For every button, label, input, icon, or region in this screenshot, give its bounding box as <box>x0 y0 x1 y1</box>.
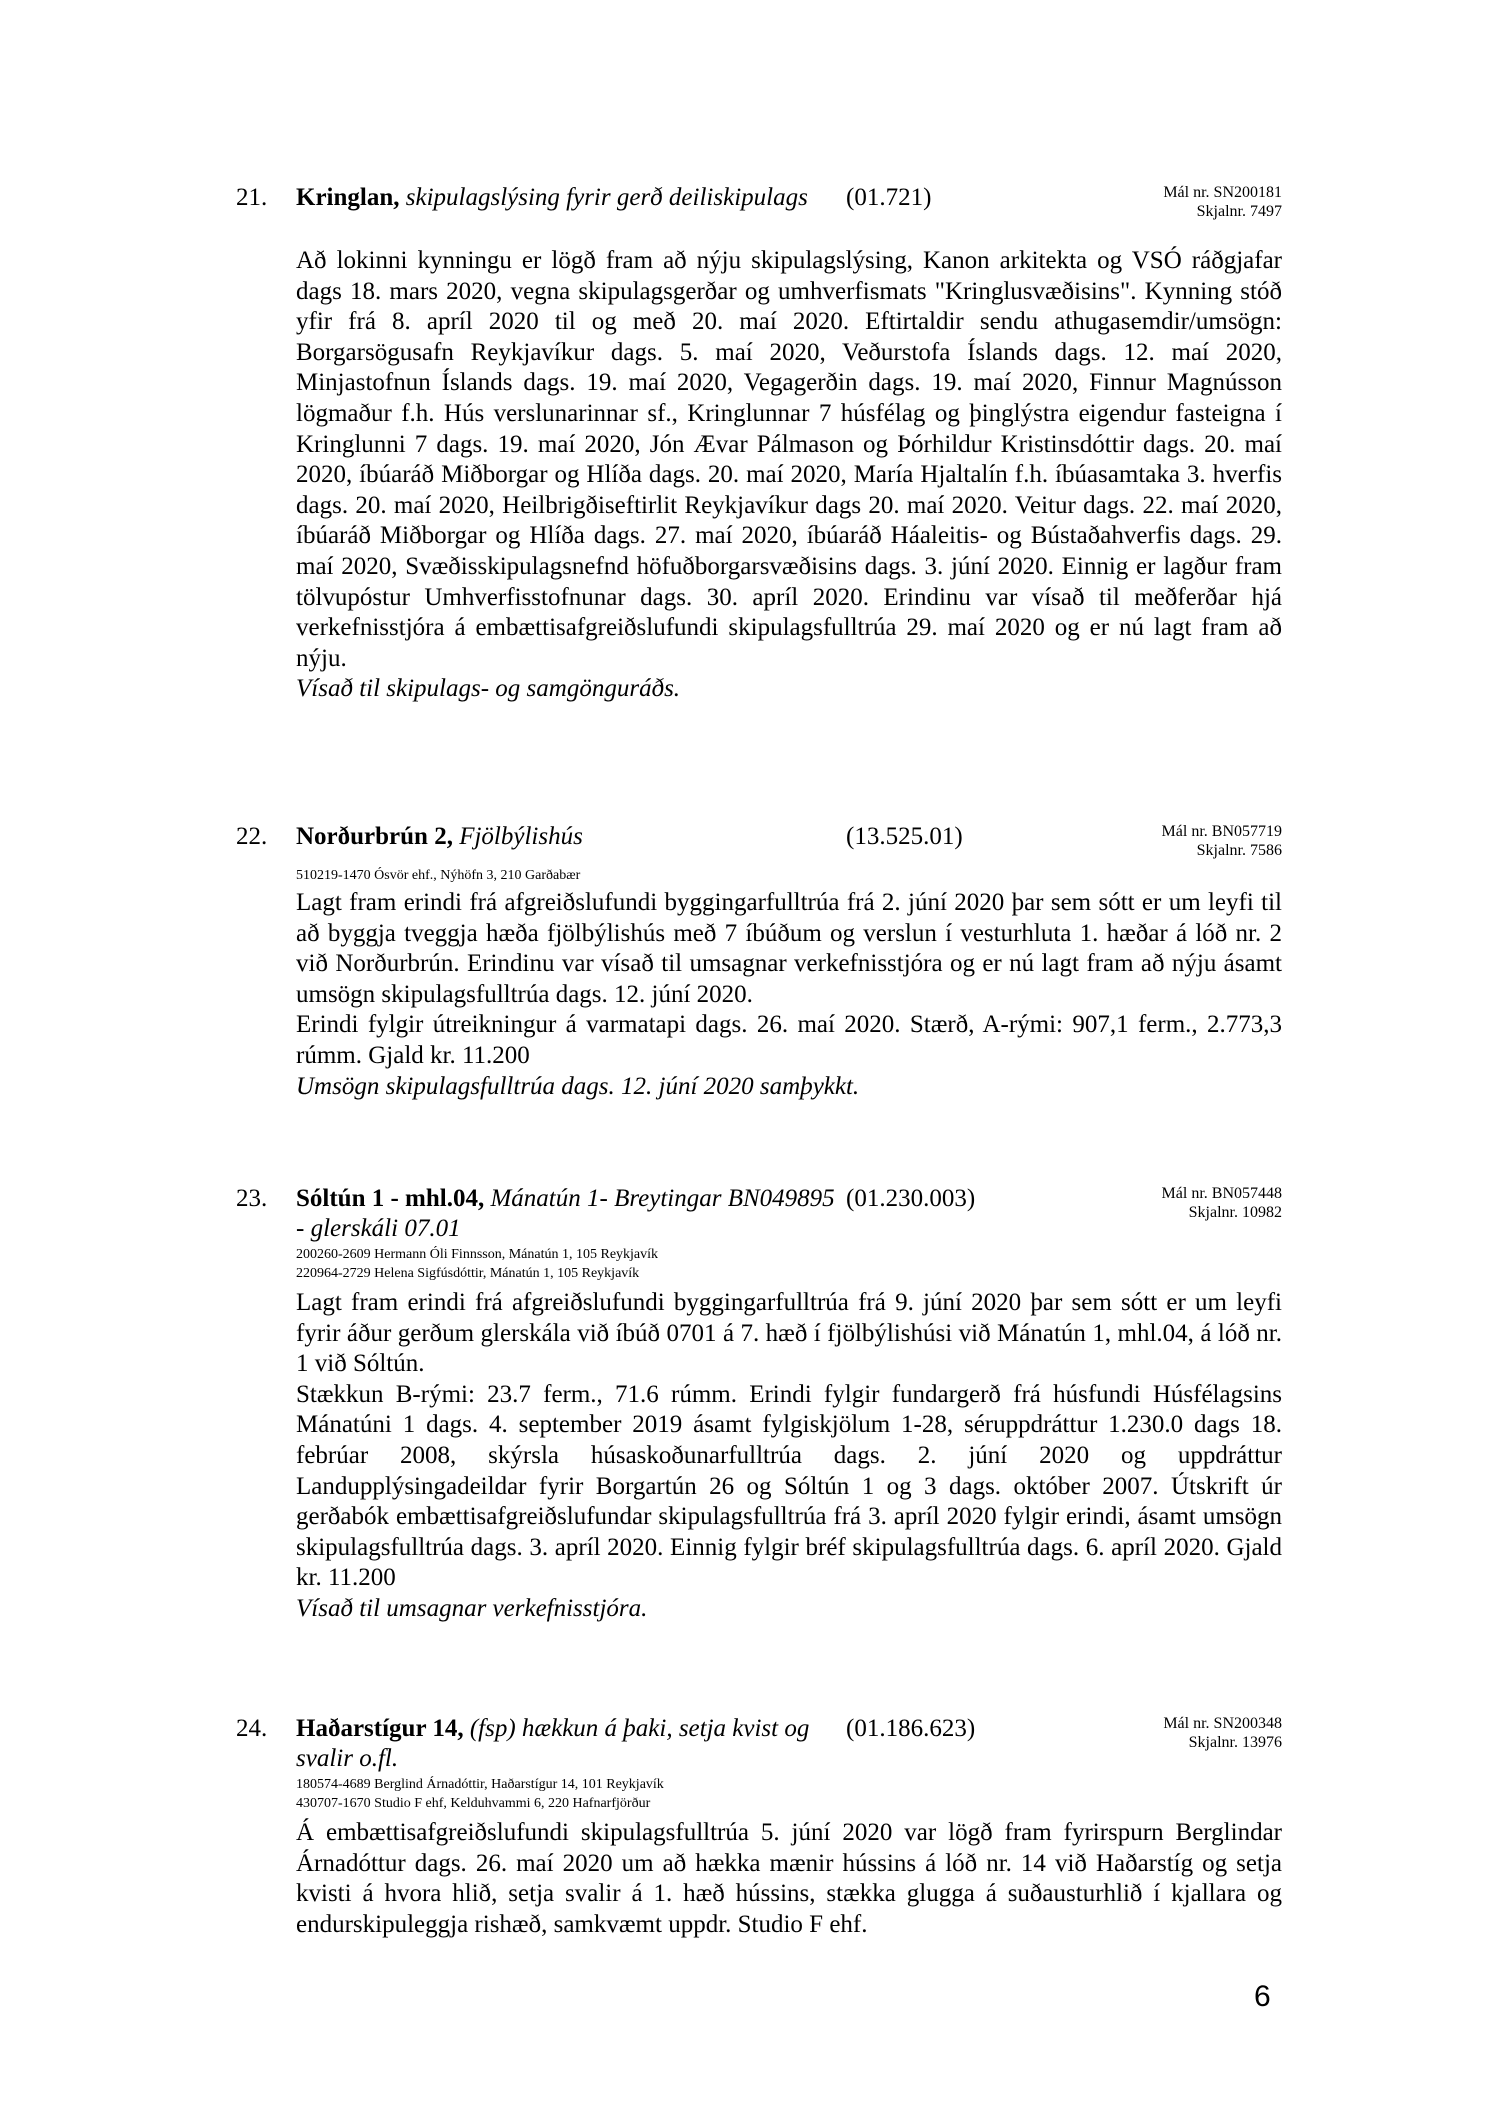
item-description: Mánatún 1- Breytingar BN049895 - glerskáli 07.01 <box>296 1185 835 1242</box>
item-land-ref: (01.230.003) <box>846 1185 976 1212</box>
document-number: Skjalnr. 7497 <box>1196 203 1282 220</box>
item-title <box>296 822 836 852</box>
item-body <box>296 1818 1282 1940</box>
party: 510219-1470 Ósvör ehf., Nýhöfn 3, 210 Garðabær <box>296 868 581 883</box>
item-result: Vísað til skipulags- og samgönguráðs. <box>296 675 681 703</box>
item-description: (fsp) hækkun á þaki, setja kvist og svalir o.fl. <box>296 1715 810 1772</box>
item-case-info <box>1163 1714 1282 1752</box>
item-title <box>296 1714 836 1774</box>
item-case-info <box>1162 822 1282 860</box>
document-number: Skjalnr. 10982 <box>1188 1204 1282 1221</box>
item-number: 23. <box>236 1185 268 1212</box>
item-name: Kringlan, <box>296 184 400 211</box>
item-case-info <box>1162 1184 1282 1222</box>
item-description: Fjölbýlishús <box>459 823 583 850</box>
item-land-ref: (13.525.01) <box>846 823 963 850</box>
party: 430707-1670 Studio F ehf, Kelduhvammi 6, 220 Hafnarfjörður <box>296 1796 651 1811</box>
case-number: Mál nr. SN200348 <box>1163 1715 1282 1732</box>
item-paragraph: Að lokinni kynningu er lögð fram að nýju skipulagslýsing, Kanon arkitekta og VSÓ ráðgjafar dags 18. mars 2020, vegna skipulagsgerðar og umhverfismats "Kringlusvæðisins". Kynning stóð yfir frá 8. apríl 2020 til og með 20. maí 2020. Eftirtaldir sendu athugasemdir/umsögn: Borgarsögusafn Reykjavíkur dags. 5. maí 2020, Veðurstofa Íslands dags. 12. maí 2020, Minjastofnun Íslands dags. 19. maí 2020, Vegagerðin dags. 19. maí 2020, Finnur Magnússon lögmaður f.h. Hús verslunarinnar sf., Kringlunnar 7 húsfélag og þinglýstra eigendur fasteigna í Kringlunni 7 dags. 19. maí 2020, Jón Ævar Pálmason og Þórhildur Kristinsdóttir dags. 20. maí 2020, íbúaráð Miðborgar og Hlíða dags. 20. maí 2020, María Hjaltalín f.h. íbúasamtaka 3. hverfis dags. 20. maí 2020, Heilbrigðiseftirlit Reykjavíkur dags 20. maí 2020. Veitur dags. 22. maí 2020, íbúaráð Miðborgar og Hlíða dags. 27. maí 2020, íbúaráð Háaleitis- og Bústaðahverfis dags. 29. maí 2020, Svæðisskipulagsnefnd höfuðborgarsvæðisins dags. 3. júní 2020. Einnig er lagður fram tölvupóstur Umhverfisstofnunar dags. 30. apríl 2020. Erindinu var vísað til meðferðar hjá verkefnisstjóra á embættisafgreiðslufundi skipulagsfulltrúa 29. maí 2020 og er nú lagt fram að nýju. <box>296 247 1282 672</box>
item-number: 24. <box>236 1715 268 1742</box>
party: 200260-2609 Hermann Óli Finnsson, Mánatún 1, 105 Reykjavík <box>296 1247 659 1262</box>
item-land-ref: (01.721) <box>846 184 932 211</box>
item-name: Haðarstígur 14, <box>296 1715 464 1742</box>
item-title <box>296 183 836 213</box>
item-result: Vísað til umsagnar verkefnisstjóra. <box>296 1594 648 1622</box>
item-case-info <box>1163 183 1282 221</box>
item-body <box>296 888 1282 1102</box>
party: 180574-4689 Berglind Árnadóttir, Haðarstígur 14, 101 Reykjavík <box>296 1777 664 1792</box>
page-number: 6 <box>1254 1980 1271 2013</box>
item-number: 21. <box>236 184 268 211</box>
item-name: Norðurbrún 2, <box>296 823 453 850</box>
case-number: Mál nr. BN057719 <box>1161 823 1282 840</box>
item-paragraph: Lagt fram erindi frá afgreiðslufundi byggingarfulltrúa frá 9. júní 2020 þar sem sótt er um leyfi fyrir áður gerðum glerskála við íbúð 0701 á 7. hæð í fjölbýlishúsi við Mánatún 1, mhl.04, á lóð nr. 1 við Sóltún. <box>296 1289 1282 1378</box>
item-paragraph: Stækkun B-rými: 23.7 ferm., 71.6 rúmm. Erindi fylgir fundargerð frá húsfundi Húsfélagsins Mánatúni 1 dags. 4. september 2019 ásamt fylgiskjölum 1-28, séruppdráttur 1.230.0 dags 18. febrúar 2008, skýrsla húsaskoðunarfulltrúa dags. 2. júní 2020 og uppdráttur Landupplýsingadeildar fyrir Borgartún 26 og Sóltún 1 og 3 dags. október 2007. Útskrift úr gerðabók embættisafgreiðslufundar skipulagsfulltrúa frá 3. apríl 2020 fylgir erindi, ásamt umsögn skipulagsfulltrúa dags. 3. apríl 2020. Einnig fylgir bréf skipulagsfulltrúa dags. 6. apríl 2020. Gjald kr. 11.200 <box>296 1380 1282 1592</box>
party: 220964-2729 Helena Sigfúsdóttir, Mánatún 1, 105 Reykjavík <box>296 1266 640 1281</box>
item-land-ref: (01.186.623) <box>846 1715 976 1742</box>
case-number: Mál nr. SN200181 <box>1163 184 1282 201</box>
item-parties <box>296 1245 658 1283</box>
case-number: Mál nr. BN057448 <box>1161 1185 1282 1202</box>
document-number: Skjalnr. 7586 <box>1196 842 1282 859</box>
item-paragraph: Erindi fylgir útreikningur á varmatapi dags. 26. maí 2020. Stærð, A-rými: 907,1 ferm., 2.773,3 rúmm. Gjald kr. 11.200 <box>296 1011 1282 1069</box>
item-number: 22. <box>236 823 268 850</box>
item-name: Sóltún 1 - mhl.04, <box>296 1185 485 1212</box>
item-paragraph: Lagt fram erindi frá afgreiðslufundi byggingarfulltrúa frá 2. júní 2020 þar sem sótt er um leyfi til að byggja tveggja hæða fjölbýlishús með 7 íbúðum og verslun í vesturhluta 1. hæðar á lóð nr. 2 við Norðurbrún. Erindinu var vísað til umsagnar verkefnisstjóra og er nú lagt fram að nýju ásamt umsögn skipulagsfulltrúa dags. 12. júní 2020. <box>296 889 1282 1008</box>
item-parties <box>296 866 580 885</box>
document-number: Skjalnr. 13976 <box>1188 1734 1282 1751</box>
item-body <box>296 1288 1282 1625</box>
item-title <box>296 1184 836 1244</box>
item-body <box>296 246 1282 705</box>
item-parties <box>296 1775 664 1813</box>
item-result: Umsögn skipulagsfulltrúa dags. 12. júní 2020 samþykkt. <box>296 1072 860 1100</box>
item-paragraph: Á embættisafgreiðslufundi skipulagsfulltrúa 5. júní 2020 var lögð fram fyrirspurn Berglindar Árnadóttur dags. 26. maí 2020 um að hækka mænir hússins á lóð nr. 14 við Haðarstíg og setja kvisti á hvora hlið, setja svalir á 1. hæð hússins, stækka glugga á suðausturhlið í kjallara og endurskipuleggja rishæð, samkvæmt uppdr. Studio F ehf. <box>296 1819 1282 1938</box>
item-description: skipulagslýsing fyrir gerð deiliskipulags <box>405 184 808 211</box>
